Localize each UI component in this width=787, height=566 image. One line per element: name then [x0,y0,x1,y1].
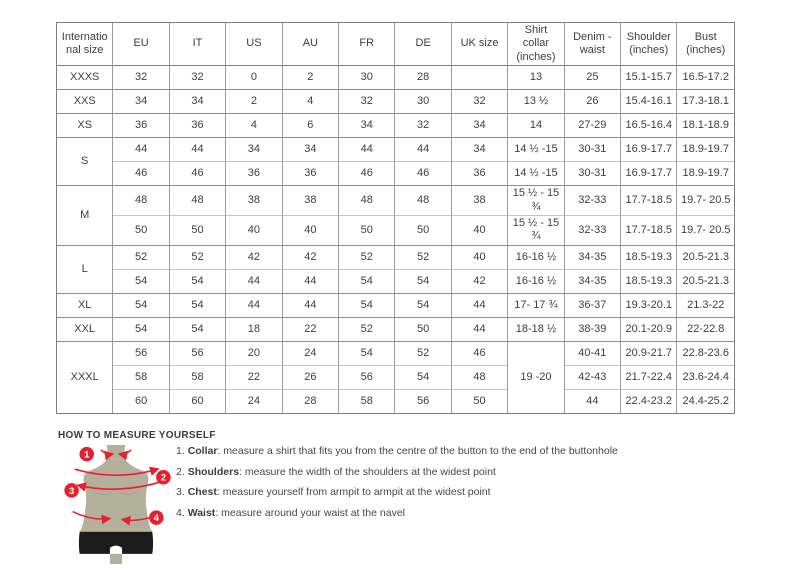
table-cell: 17.7-18.5 [621,216,677,246]
table-cell: 52 [395,246,451,270]
column-header: UK size [452,23,508,66]
table-cell: 36 [170,114,226,138]
table-cell: 54 [339,294,395,318]
table-cell: 36-37 [565,294,621,318]
table-cell: 14 ½ -15 [508,162,564,186]
table-cell: 30 [339,66,395,90]
table-cell: 22 [283,318,339,342]
table-cell: 50 [395,318,451,342]
table-cell: 26 [565,90,621,114]
table-cell: 17- 17 ¾ [508,294,564,318]
table-row [57,294,734,318]
stand-stub [110,554,122,564]
step-text: : measure a shirt that fits you from the centre of the button to the end of the buttonhole [217,445,618,457]
table-cell: 42-43 [565,366,621,390]
size-group-cell: XS [57,114,113,138]
table-cell: 44 [283,270,339,294]
size-group-cell: L [57,246,113,294]
table-cell: 17.3-18.1 [677,90,734,114]
table-cell: 48 [395,186,451,216]
step-number: 3. [176,486,185,498]
mannequin-svg [58,445,178,566]
table-cell: 44 [339,138,395,162]
table-row [57,342,734,366]
table-row [57,390,734,413]
table-cell: 2 [226,90,282,114]
table-cell: 32 [452,90,508,114]
table-cell: 50 [339,216,395,246]
table-cell: 16.5-16.4 [621,114,677,138]
table-cell: 40-41 [565,342,621,366]
table-cell: 15 ½ - 15 ¾ [508,186,564,216]
table-cell: 34 [170,90,226,114]
table-cell: 40 [452,246,508,270]
column-header: EU [113,23,169,66]
table-cell: 30-31 [565,138,621,162]
step-label: Shoulders [187,465,240,478]
size-group-cell: XXS [57,90,113,114]
table-cell: 60 [170,390,226,413]
table-cell: 38 [226,186,282,216]
table-cell: 52 [113,246,169,270]
table-cell: 36 [113,114,169,138]
measure-point-1-label: 1 [84,449,90,461]
table-cell: 50 [395,216,451,246]
column-header: International size [57,23,113,66]
table-cell: 32 [339,90,395,114]
table-cell: 22.8-23.6 [677,342,734,366]
table-cell: 14 [508,114,564,138]
step-label: Collar [187,445,218,457]
table-cell: 27-29 [565,114,621,138]
table-cell: 0 [226,66,282,90]
table-cell: 24.4-25.2 [682,394,729,407]
table-cell: 2 [283,66,339,90]
size-group-cell: XL [57,294,113,318]
table-cell: 48 [339,186,395,216]
table-cell: 16.9-17.7 [621,138,677,162]
table-cell: 44 [395,138,451,162]
table-cell: 21.3-22 [677,294,734,318]
table-cell: 18.1-18.9 [677,114,734,138]
table-cell: 32 [170,66,226,90]
table-row [57,162,734,186]
table-cell: 17.7-18.5 [621,186,677,216]
table-cell: 34-35 [565,270,621,294]
table-cell: 25 [565,66,621,90]
column-header: Bust (inches) [677,23,734,66]
table-cell: 36 [452,162,508,186]
table-cell: 40 [226,216,282,246]
table-cell: 44 [565,390,621,413]
table-cell: 54 [395,366,451,390]
column-header: DE [395,23,451,66]
table-cell: 54 [113,294,169,318]
table-cell: 34 [113,90,169,114]
table-cell: 52 [339,318,395,342]
table-cell: 30 [395,90,451,114]
table-cell: 34 [339,114,395,138]
table-cell: 46 [452,342,508,366]
table-cell: 54 [395,270,451,294]
table-cell: 44 [226,270,282,294]
table-cell: 22.4-23.2 [621,390,677,413]
table-row [57,138,734,162]
table-cell: 16.9-17.7 [621,162,677,186]
table-cell: 4 [226,114,282,138]
measure-point-3-label: 3 [68,485,75,497]
table-cell: 22-22.8 [677,318,734,342]
table-cell: 38 [283,186,339,216]
table-cell: 40 [452,216,508,246]
table-cell: 24 [283,342,339,366]
table-cell: 16.5-17.2 [677,66,734,90]
table-cell: 20.9-21.7 [621,342,677,366]
table-cell: 18.5-19.3 [621,246,677,270]
table-cell: 54 [339,342,395,366]
column-header: AU [283,23,339,66]
table-cell: 18.9-19.7 [677,138,734,162]
table-cell: 4 [283,90,339,114]
table-cell: 42 [452,270,508,294]
size-group-cell: S [57,138,113,186]
table-cell: 19.3-20.1 [621,294,677,318]
table-cell: 23.6-24.4 [677,366,734,390]
table-row [57,186,734,216]
table-cell: 54 [170,294,226,318]
table-cell: 48 [170,186,226,216]
table-cell: 34 [283,138,339,162]
table-cell: 18.9-19.7 [677,162,734,186]
step-number: 1. [176,445,185,457]
column-header: Shoulder (inches) [621,23,677,66]
size-group-cell: XXXL [57,342,113,413]
table-cell: 20.5-21.3 [677,246,734,270]
table-cell: 28 [395,66,451,90]
table-cell: 32 [113,66,169,90]
table-cell: 50 [452,390,508,413]
table-cell: 34 [452,114,508,138]
table-row [57,114,734,138]
measure-point-4-label: 4 [153,513,159,525]
table-cell: 28 [283,390,339,413]
measure-point-2-label: 2 [160,472,167,484]
column-header: Shirt collar (inches) [508,23,564,66]
table-cell: 48 [113,186,169,216]
table-cell: 18.5-19.3 [621,270,677,294]
step-text: : measure around your waist at the navel [215,506,405,519]
table-cell: 42 [226,246,282,270]
table-cell: 54 [170,270,226,294]
table-cell: 44 [170,138,226,162]
measure-heading: HOW TO MEASURE YOURSELF [58,430,216,441]
table-cell: 36 [283,162,339,186]
table-cell: 52 [395,342,451,366]
column-header: IT [170,23,226,66]
header-row [57,23,734,66]
table-cell: 34 [226,138,282,162]
table-cell: 52 [170,246,226,270]
table-cell: 46 [113,162,169,186]
step-text: : measure yourself from armpit to armpit at the widest point [216,486,491,498]
size-chart-table [56,22,735,414]
column-header: US [226,23,282,66]
table-cell: 24 [226,390,282,413]
table-cell: 46 [170,162,226,186]
table-cell: 54 [395,294,451,318]
table-row [57,90,734,114]
table-cell: 16-16 ½ [508,270,564,294]
table-cell: 54 [170,318,226,342]
table-cell: 22 [226,366,282,390]
size-chart-header [57,23,734,66]
size-chart-body [57,66,734,413]
step-text: : measure the width of the shoulders at the widest point [239,465,496,478]
table-cell: 56 [113,342,169,366]
table-cell: 54 [113,318,169,342]
table-cell: 50 [113,216,169,246]
step-number: 4. [176,506,185,519]
table-cell: 20.5-21.3 [677,270,734,294]
table-cell: 15.4-16.1 [621,90,677,114]
table-cell: 30-31 [565,162,621,186]
table-cell: 34 [452,138,508,162]
table-cell: 46 [339,162,395,186]
table-cell: 32-33 [565,186,621,216]
table-cell: 38 [452,186,508,216]
size-group-cell: XXXS [57,66,113,90]
instruction-item-waist [176,503,618,524]
mannequin-shorts [79,532,153,554]
step-label: Chest [187,486,217,498]
table-cell: 58 [113,366,169,390]
table-row [57,366,734,390]
table-cell: 58 [339,390,395,413]
step-number: 2. [176,465,185,478]
table-cell: 19 -20 [508,342,564,413]
table-cell: 16-16 ½ [508,246,564,270]
table-cell: 56 [339,366,395,390]
table-cell: 15 ½ - 15 ¾ [508,216,564,246]
table-cell: 40 [283,216,339,246]
table-cell: 46 [395,162,451,186]
table-cell: 44 [283,294,339,318]
table-cell: 48 [452,366,508,390]
table-cell: 15.1-15.7 [621,66,677,90]
step-label: Waist [187,506,216,519]
column-header: FR [339,23,395,66]
instruction-list [176,441,618,523]
table-cell: 21.7-22.4 [621,366,677,390]
table-cell: 44 [113,138,169,162]
size-group-cell: M [57,186,113,246]
table-cell: 58 [170,366,226,390]
table-row [57,246,734,270]
instruction-item-shoulders [176,462,618,483]
table-cell: 18-18 ½ [508,318,564,342]
table-cell: 56 [170,342,226,366]
instruction-item-chest [176,482,618,503]
table-cell: 54 [113,270,169,294]
table-row [57,318,734,342]
table-row [57,66,734,90]
table-cell: 44 [452,294,508,318]
table-row [57,216,734,246]
table-cell: 56 [395,390,451,413]
mannequin-neck [107,445,125,459]
table-cell: 14 ½ -15 [508,138,564,162]
table-row [57,270,734,294]
table-cell [452,66,508,90]
table-cell: 50 [170,216,226,246]
size-group-cell: XXL [57,318,113,342]
table-cell: 44 [452,318,508,342]
table-cell: 20.1-20.9 [621,318,677,342]
table-cell: 38-39 [565,318,621,342]
table-cell: 52 [339,246,395,270]
table-cell: 54 [339,270,395,294]
table-cell: 6 [283,114,339,138]
mannequin-figure [58,445,178,566]
table-cell: 20 [226,342,282,366]
table-cell: 13 [508,66,564,90]
table-cell: 42 [283,246,339,270]
table-cell: 32 [395,114,451,138]
table-cell: 32-33 [565,216,621,246]
instruction-item-collar [176,441,618,462]
table-cell: 60 [113,390,169,413]
table-cell: 36 [226,162,282,186]
table-cell: 18 [226,318,282,342]
table-cell: 26 [283,366,339,390]
table-cell: 19.7- 20.5 [677,216,734,246]
column-header: Denim - waist [565,23,621,66]
table-cell: 19.7- 20.5 [677,186,734,216]
table-cell: 44 [226,294,282,318]
table-cell: 13 ½ [508,90,564,114]
table-cell: 34-35 [565,246,621,270]
